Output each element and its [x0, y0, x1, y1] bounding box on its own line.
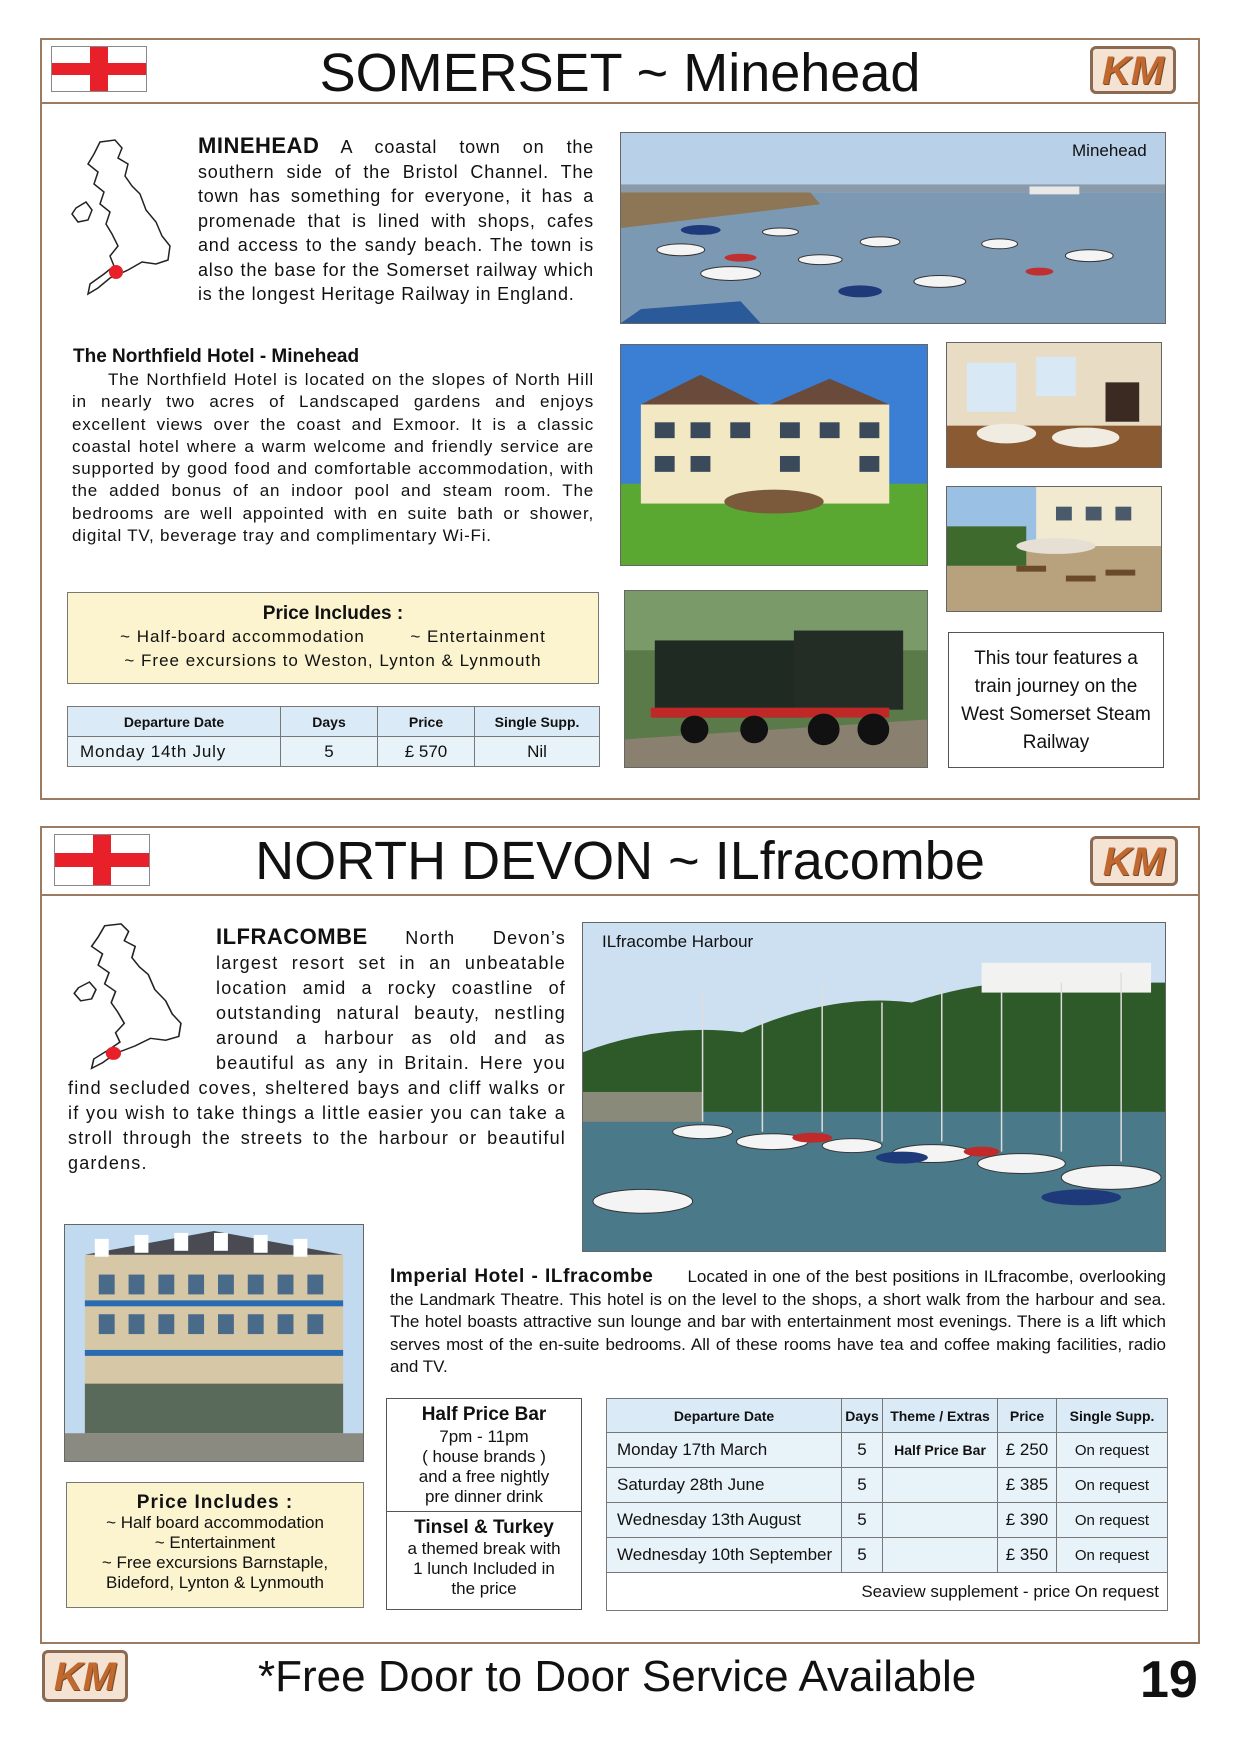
table-cell: On request	[1057, 1503, 1168, 1538]
tinsel-turkey-title: Tinsel & Turkey	[414, 1517, 554, 1538]
tinsel-turkey-line: 1 lunch Included in	[413, 1559, 555, 1578]
half-price-bar-line: and a free nightly	[418, 1467, 550, 1486]
table-footer-row	[607, 1573, 1168, 1611]
england-flag-icon	[54, 834, 150, 886]
table-cell: £ 385	[998, 1468, 1057, 1503]
page-number: 19	[1140, 1651, 1198, 1709]
devon-departure-table	[606, 1398, 1168, 1611]
table-header: Departure Date	[68, 707, 281, 737]
table-cell: 5	[842, 1538, 883, 1573]
table-cell: Monday 14th July	[68, 737, 281, 767]
imperial-hotel-description	[390, 1266, 1166, 1379]
devon-page-title: NORTH DEVON ~ ILfracombe	[255, 831, 985, 891]
table-cell: £ 250	[998, 1433, 1057, 1468]
table-cell: Saturday 28th June	[607, 1468, 842, 1503]
northfield-lounge-photo	[946, 342, 1162, 468]
table-row	[68, 737, 600, 767]
km-logo-icon: KM	[42, 1650, 128, 1702]
table-cell: 5	[842, 1503, 883, 1538]
table-header: Days	[842, 1399, 883, 1433]
somerset-price-includes-halfboard: ~ Half-board accommodation	[120, 627, 365, 646]
devon-price-includes-line: Bideford, Lynton & Lynmouth	[106, 1573, 324, 1592]
half-price-bar-line: 7pm - 11pm	[439, 1427, 529, 1446]
table-cell: £ 390	[998, 1503, 1057, 1538]
somerset-price-includes-heading: Price Includes :	[262, 603, 404, 624]
steam-train-photo	[624, 590, 928, 768]
half-price-bar-box	[386, 1398, 582, 1512]
minehead-intro	[72, 134, 594, 338]
ilfracombe-intro	[68, 924, 566, 1204]
half-price-bar-line: ( house brands )	[422, 1447, 546, 1466]
footer-door-to-door: *Free Door to Door Service Available	[258, 1652, 977, 1701]
table-header-row	[68, 707, 600, 737]
minehead-photo-caption: Minehead	[1072, 141, 1147, 160]
tinsel-turkey-line: the price	[451, 1579, 517, 1598]
somerset-page-title: SOMERSET ~ Minehead	[319, 43, 921, 103]
imperial-hotel-title: Imperial Hotel - ILfracombe	[390, 1266, 654, 1287]
ilfracombe-photo-caption: ILfracombe Harbour	[602, 932, 754, 951]
northfield-hotel-title: The Northfield Hotel - Minehead	[73, 346, 360, 367]
table-row	[607, 1433, 1168, 1468]
table-row	[607, 1468, 1168, 1503]
table-header: Theme / Extras	[883, 1399, 998, 1433]
table-cell: On request	[1057, 1538, 1168, 1573]
somerset-price-includes-line2: ~ Free excursions to Weston, Lynton & Lynmouth	[124, 651, 542, 670]
table-cell: Wednesday 13th August	[607, 1503, 842, 1538]
table-cell: 5	[842, 1468, 883, 1503]
northfield-terrace-photo	[946, 486, 1162, 612]
tinsel-turkey-line: a themed break with	[407, 1539, 561, 1558]
table-cell: Wednesday 10th September	[607, 1538, 842, 1573]
ilfracombe-harbour-photo	[582, 922, 1166, 1252]
northfield-hotel-text: The Northfield Hotel is located on the slopes of North Hill in nearly two acres of Landscaped gardens and enjoys excellent views over the coast and Exmoor. It is a classic coastal hotel where a warm welcome and friendly service are supported by good food and comfortable accommodation, with the added bonus of an indoor pool and steam room. The bedrooms are well appointed with en suite bath or shower, digital TV, beverage tray and complimentary Wi-Fi.	[72, 370, 594, 546]
table-cell	[883, 1538, 998, 1573]
tinsel-turkey-box	[386, 1512, 582, 1610]
table-header: Price	[378, 707, 475, 737]
somerset-departure-table	[67, 706, 600, 767]
table-row	[607, 1503, 1168, 1538]
seaview-supplement: Seaview supplement - price On request	[607, 1573, 1168, 1611]
table-row	[607, 1538, 1168, 1573]
england-flag-icon	[51, 46, 147, 92]
steam-railway-feature-box: This tour features a train journey on the West Somerset Steam Railway	[948, 632, 1164, 768]
devon-price-includes-line: ~ Half board accommodation	[106, 1513, 324, 1532]
table-header-row	[607, 1399, 1168, 1433]
table-cell: 5	[842, 1433, 883, 1468]
somerset-price-includes-box	[67, 592, 599, 684]
somerset-price-includes-entertainment: ~ Entertainment	[410, 627, 546, 646]
table-cell	[883, 1468, 998, 1503]
km-logo-icon: KM	[1090, 46, 1176, 94]
table-cell: £ 570	[378, 737, 475, 767]
minehead-intro-text: A coastal town on the southern side of the Bristol Channel. The town has something for everyone, it has a promenade that is lined with shops, cafes and access to the sandy beach. The town is also the base for the Somerset railway which is the longest Heritage Railway in England.	[198, 137, 594, 304]
km-logo-icon: KM	[1090, 836, 1178, 886]
table-cell: On request	[1057, 1433, 1168, 1468]
table-cell: Nil	[475, 737, 600, 767]
table-header: Single Supp.	[1057, 1399, 1168, 1433]
table-cell: £ 350	[998, 1538, 1057, 1573]
half-price-bar-line: pre dinner drink	[424, 1487, 544, 1506]
half-price-bar-title: Half Price Bar	[421, 1404, 547, 1425]
devon-price-includes-heading: Price Includes :	[136, 1492, 294, 1513]
northfield-hotel-photo	[620, 344, 928, 566]
table-header: Departure Date	[607, 1399, 842, 1433]
table-cell: 5	[281, 737, 378, 767]
table-header: Days	[281, 707, 378, 737]
somerset-price-includes-line1	[68, 627, 598, 647]
ilfracombe-intro-heading: ILFRACOMBE	[216, 924, 368, 949]
imperial-hotel-text: Located in one of the best positions in ILfracombe, overlooking the Landmark Theatre. This hotel is on the level to the shops, a short walk from the harbour and sea. The hotel boasts attractive sun lounge and bar with entertainment most evenings. There is a lift which serves most of the en-suite bedrooms. All of these rooms have tea and coffee making facilities, radio and TV.	[390, 1267, 1167, 1377]
table-cell: Monday 17th March	[607, 1433, 842, 1468]
devon-price-includes-line: ~ Free excursions Barnstaple,	[101, 1553, 329, 1572]
table-header: Price	[998, 1399, 1057, 1433]
devon-price-includes-box	[66, 1482, 364, 1608]
table-cell: On request	[1057, 1468, 1168, 1503]
table-header: Single Supp.	[475, 707, 600, 737]
table-cell: Half Price Bar	[883, 1433, 998, 1468]
ilfracombe-intro-text: North Devon’s largest resort set in an unbeatable location amid a rocky coastline of outstanding natural beauty, nestling around a harbour as old and as beautiful as any in Britain. Here you find secluded coves, sheltered bays and cliff walks or if you wish to take things a little easier you can take a stroll through the streets to the harbour or beautiful gardens.	[68, 928, 566, 1173]
table-cell	[883, 1503, 998, 1538]
imperial-hotel-photo	[64, 1224, 364, 1462]
devon-price-includes-line: ~ Entertainment	[154, 1533, 276, 1552]
minehead-intro-heading: MINEHEAD	[198, 133, 320, 158]
